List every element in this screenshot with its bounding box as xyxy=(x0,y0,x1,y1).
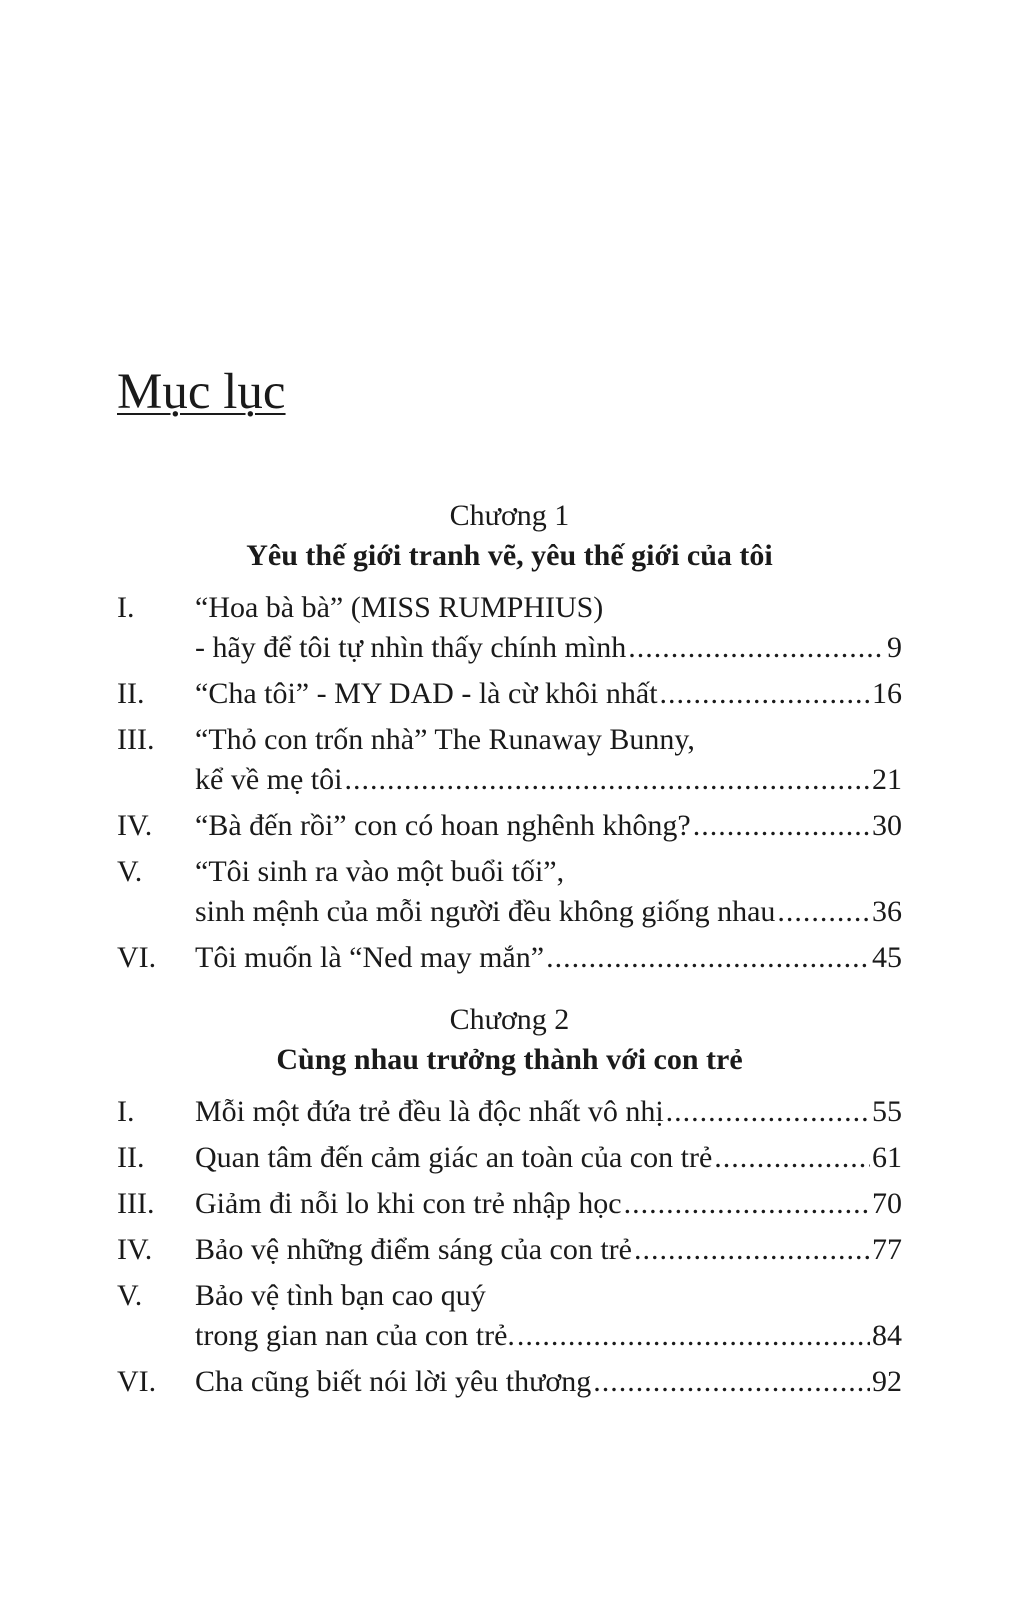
dot-leader xyxy=(593,1362,870,1402)
page-title: Mục lục xyxy=(117,364,286,420)
page-number: 77 xyxy=(872,1233,902,1266)
toc-entry[interactable] xyxy=(117,1362,902,1402)
toc-entry[interactable] xyxy=(117,1276,902,1356)
toc-entry[interactable] xyxy=(117,674,902,714)
dot-leader xyxy=(660,674,870,714)
toc-entry[interactable] xyxy=(117,1138,902,1178)
dot-leader xyxy=(624,1184,870,1224)
page-number: 92 xyxy=(872,1365,902,1398)
entry-title-line: “Tôi sinh ra vào một buổi tối”, xyxy=(195,855,565,888)
dot-leader xyxy=(666,1092,870,1132)
entry-numeral: III. xyxy=(117,1187,155,1220)
page-number: 9 xyxy=(887,631,902,664)
chapter-1 xyxy=(117,496,902,984)
dot-leader xyxy=(777,892,870,932)
entry-title: “Bà đến rồi” con có hoan nghênh không? xyxy=(195,809,691,842)
chapter-title: Yêu thế giới tranh vẽ, yêu thế giới của tôi xyxy=(246,539,773,572)
page-number: 55 xyxy=(872,1095,902,1128)
entry-title: Quan tâm đến cảm giác an toàn của con trẻ xyxy=(195,1141,713,1174)
page-number: 30 xyxy=(872,809,902,842)
page-number: 84 xyxy=(872,1319,902,1352)
entry-numeral: V. xyxy=(117,855,143,888)
entry-numeral: VI. xyxy=(117,1365,157,1398)
entry-numeral: I. xyxy=(117,591,135,624)
toc-entry[interactable] xyxy=(117,1184,902,1224)
chapter-heading: Chương 1 xyxy=(449,499,570,532)
toc-list xyxy=(117,1092,902,1402)
entry-title-line: “Hoa bà bà” (MISS RUMPHIUS) xyxy=(195,591,604,624)
toc-entry[interactable] xyxy=(117,806,902,846)
page-number: 16 xyxy=(872,677,902,710)
dot-leader xyxy=(693,806,870,846)
page-number: 36 xyxy=(872,895,902,928)
entry-numeral: IV. xyxy=(117,809,153,842)
entry-numeral: VI. xyxy=(117,941,157,974)
entry-title: Cha cũng biết nói lời yêu thương xyxy=(195,1365,592,1398)
entry-title-line: Bảo vệ tình bạn cao quý xyxy=(195,1279,486,1312)
entry-title-line: “Thỏ con trốn nhà” The Runaway Bunny, xyxy=(195,723,695,756)
entry-title: trong gian nan của con trẻ. xyxy=(195,1319,515,1352)
entry-numeral: IV. xyxy=(117,1233,153,1266)
dot-leader xyxy=(344,760,870,800)
page-number: 61 xyxy=(872,1141,902,1174)
entry-title: sinh mệnh của mỗi người đều không giống nhau xyxy=(195,895,776,928)
entry-title: Tôi muốn là “Ned may mắn” xyxy=(195,941,545,974)
entry-title: Mỗi một đứa trẻ đều là độc nhất vô nhị xyxy=(195,1095,664,1128)
chapter-heading: Chương 2 xyxy=(449,1003,570,1036)
toc-entry[interactable] xyxy=(117,852,902,932)
chapter-2 xyxy=(117,1000,902,1408)
page-number: 45 xyxy=(872,941,902,974)
dot-leader xyxy=(546,938,870,978)
toc-entry[interactable] xyxy=(117,588,902,668)
toc-list xyxy=(117,588,902,978)
entry-numeral: I. xyxy=(117,1095,135,1128)
entry-title: Giảm đi nỗi lo khi con trẻ nhập học xyxy=(195,1187,622,1220)
toc-entry[interactable] xyxy=(117,720,902,800)
dot-leader xyxy=(517,1316,870,1356)
entry-title: Bảo vệ những điểm sáng của con trẻ xyxy=(195,1233,632,1266)
entry-title: “Cha tôi” - MY DAD - là cừ khôi nhất xyxy=(195,677,658,710)
dot-leader xyxy=(634,1230,870,1270)
chapter-title: Cùng nhau trưởng thành với con trẻ xyxy=(276,1043,743,1076)
toc-entry[interactable] xyxy=(117,1092,902,1132)
entry-title: kể về mẹ tôi xyxy=(195,763,343,796)
entry-numeral: II. xyxy=(117,677,145,710)
entry-title: - hãy để tôi tự nhìn thấy chính mình xyxy=(195,631,627,664)
entry-numeral: II. xyxy=(117,1141,145,1174)
page-number: 21 xyxy=(872,763,902,796)
toc-entry[interactable] xyxy=(117,938,902,978)
toc-entry[interactable] xyxy=(117,1230,902,1270)
dot-leader xyxy=(628,628,885,668)
entry-numeral: V. xyxy=(117,1279,143,1312)
dot-leader xyxy=(714,1138,870,1178)
page-number: 70 xyxy=(872,1187,902,1220)
entry-numeral: III. xyxy=(117,723,155,756)
